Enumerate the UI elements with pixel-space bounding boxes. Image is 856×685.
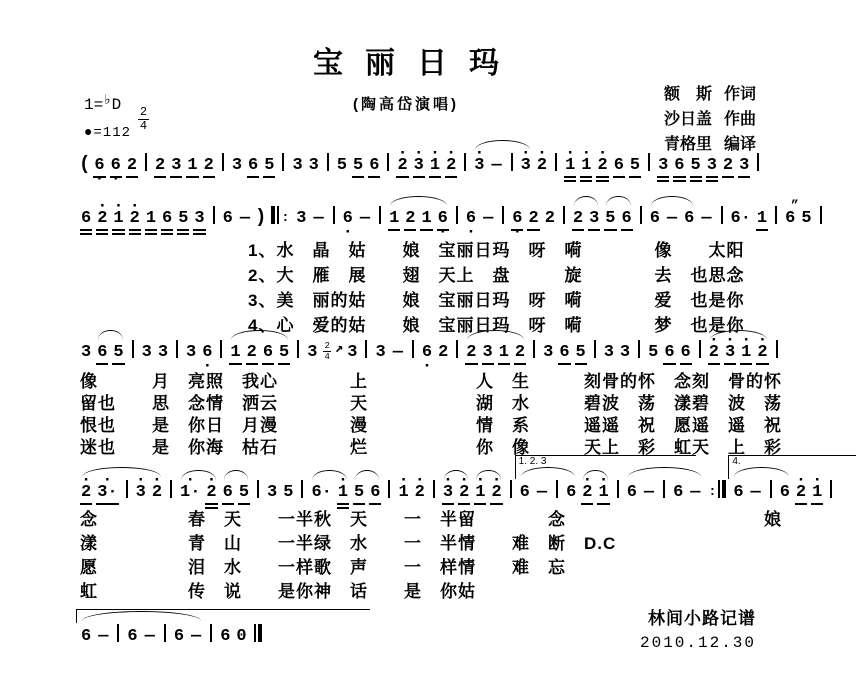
slur-group bbox=[471, 153, 534, 176]
repeat-end bbox=[708, 480, 728, 502]
barline bbox=[333, 206, 335, 224]
note: · 2 bbox=[458, 483, 470, 505]
note: 3 bbox=[603, 343, 614, 362]
credit-row-lyricist bbox=[664, 82, 756, 107]
note: 6 bbox=[613, 156, 625, 178]
note: · 1 bbox=[740, 343, 752, 365]
note: 3 bbox=[141, 343, 152, 362]
note: 3 bbox=[170, 156, 182, 178]
arranger-role: 编译 bbox=[723, 136, 756, 153]
note: · 1 bbox=[811, 483, 823, 505]
barline bbox=[170, 480, 172, 498]
barline bbox=[663, 480, 665, 498]
note: 6 bbox=[558, 343, 570, 365]
slur-group bbox=[730, 480, 793, 503]
barline bbox=[757, 153, 759, 171]
note: 3 bbox=[482, 343, 494, 365]
composer-name: 沙日盖 bbox=[663, 111, 712, 128]
meter-numerator: 2 bbox=[139, 105, 148, 119]
note: 6 · bbox=[93, 156, 105, 178]
slur-group bbox=[94, 343, 126, 365]
note: 2 bbox=[572, 209, 584, 231]
note: 3 bbox=[738, 156, 750, 178]
note: 6 bbox=[368, 156, 380, 178]
barline bbox=[412, 340, 414, 358]
lyrics-verses-block-1 bbox=[248, 238, 744, 338]
footer bbox=[640, 604, 756, 652]
note: 6 bbox=[621, 209, 633, 231]
note: 3 bbox=[375, 343, 386, 362]
slur-group bbox=[602, 209, 634, 231]
volta-label: 1. 2. 3 bbox=[515, 455, 697, 479]
barline bbox=[222, 153, 224, 171]
barline bbox=[176, 340, 178, 358]
slur-group bbox=[440, 483, 472, 505]
repeat-dots: : bbox=[281, 210, 290, 225]
note: 2 bbox=[246, 343, 258, 365]
barline bbox=[775, 206, 777, 224]
note: · 3 bbox=[413, 156, 425, 178]
note: 6 bbox=[684, 209, 695, 228]
duration-dash: — bbox=[359, 209, 371, 228]
barline bbox=[220, 340, 222, 358]
note: 1 bbox=[420, 209, 432, 231]
note: 6 bbox=[566, 483, 577, 502]
note: 6· bbox=[311, 483, 332, 502]
note: · 2 bbox=[205, 483, 217, 509]
barline bbox=[164, 624, 166, 642]
credit-row-composer bbox=[664, 107, 756, 132]
barline bbox=[365, 340, 367, 358]
note: 6 bbox=[262, 343, 274, 365]
note: 6 bbox=[80, 209, 92, 235]
note: 6 · bbox=[342, 209, 354, 229]
duration-dash: — bbox=[666, 209, 678, 228]
slur-group bbox=[706, 343, 771, 365]
note: 5 bbox=[801, 209, 812, 228]
note: 5 bbox=[283, 483, 294, 502]
note: 6 bbox=[779, 483, 790, 502]
note: · 1 bbox=[597, 483, 609, 505]
note: 5 bbox=[177, 209, 189, 235]
barline bbox=[594, 340, 596, 358]
lyricist-name: 额 斯 bbox=[663, 86, 712, 103]
duration-dash: — bbox=[750, 483, 761, 502]
bar bbox=[271, 206, 275, 224]
note: 2 bbox=[544, 209, 555, 228]
note: · 2 bbox=[96, 209, 108, 235]
note: 2 bbox=[126, 156, 138, 178]
slur-group bbox=[579, 483, 611, 505]
note: 3 bbox=[193, 209, 205, 235]
barline bbox=[533, 340, 535, 358]
note: · 1 bbox=[564, 156, 576, 182]
duration-dash: — bbox=[491, 156, 502, 175]
note: · 2 bbox=[596, 156, 608, 182]
note: 6 bbox=[222, 209, 233, 228]
note: 1 bbox=[756, 209, 768, 231]
key-tonic: D bbox=[111, 96, 122, 114]
lyrics-row: 2、大 雁 展 翅 天上 盘 旋 去 也思念 bbox=[248, 266, 745, 285]
duration-dash: — bbox=[536, 483, 548, 502]
note: 5 bbox=[575, 343, 587, 365]
lyrics-row: 4、心 爱的姑 娘 宝丽日玛 呀 嗬 梦 也是你 bbox=[248, 316, 745, 335]
key-prefix: 1= bbox=[84, 96, 104, 114]
note: · 3· bbox=[96, 483, 118, 505]
meter-denominator: 4 bbox=[139, 119, 148, 134]
note: 1 bbox=[186, 156, 198, 178]
barline bbox=[464, 153, 466, 171]
note: 3 bbox=[543, 343, 554, 362]
transcription-date: 2010.12.30 bbox=[639, 634, 756, 652]
note: 6 · bbox=[421, 343, 433, 363]
duration-dash: — bbox=[392, 343, 403, 362]
note: 2 bbox=[722, 156, 734, 178]
slur-group bbox=[177, 483, 220, 509]
note: 5 bbox=[353, 483, 365, 505]
note: · 3 bbox=[442, 483, 454, 505]
barline bbox=[555, 153, 557, 171]
slur-group bbox=[351, 483, 383, 505]
note: 0 bbox=[236, 627, 247, 646]
note: 3 bbox=[292, 156, 303, 175]
duration-dash: — bbox=[690, 483, 701, 502]
note: · 2 bbox=[129, 209, 141, 235]
repeat-dots: : bbox=[708, 484, 717, 499]
note: 6 bbox=[519, 483, 530, 502]
barline bbox=[132, 340, 134, 358]
bar bbox=[277, 206, 279, 224]
note: · 1 bbox=[397, 483, 409, 503]
note: · 3 bbox=[473, 156, 485, 176]
note: · 3 bbox=[520, 156, 532, 176]
note: 2 bbox=[404, 209, 416, 231]
note: 3 bbox=[186, 343, 197, 362]
note: 2 bbox=[203, 156, 215, 178]
repeat-begin bbox=[270, 206, 290, 228]
meter-change bbox=[323, 341, 330, 363]
note: 3 bbox=[81, 343, 92, 362]
note: · 2 bbox=[795, 483, 807, 505]
barline bbox=[556, 480, 558, 498]
note: 5 bbox=[263, 156, 275, 178]
performer-subtitle: (陶高岱演唱) bbox=[353, 96, 459, 113]
note: 1 bbox=[145, 209, 157, 235]
note: 6 bbox=[663, 343, 675, 365]
barline bbox=[502, 206, 504, 224]
music-line-1 bbox=[78, 153, 764, 182]
composer-role: 作曲 bbox=[723, 111, 756, 128]
note: 6 bbox=[673, 483, 684, 502]
note: 1 bbox=[229, 343, 241, 365]
note: ” 6 bbox=[784, 209, 796, 229]
note: 1 bbox=[388, 209, 400, 231]
barline bbox=[510, 480, 512, 498]
lyrics-row: 愿 泪 水 一样歌 声 一 样情 难 忘 bbox=[80, 558, 566, 577]
note: 2 bbox=[514, 343, 526, 365]
slur-group bbox=[647, 209, 698, 229]
note: 6 bbox=[680, 343, 692, 365]
note: 3 bbox=[588, 209, 600, 231]
note: 3 bbox=[657, 156, 669, 182]
note: 2 bbox=[438, 343, 449, 362]
note: 3 bbox=[347, 343, 358, 362]
barline bbox=[145, 153, 147, 171]
barline bbox=[257, 480, 259, 498]
note: 5 bbox=[629, 156, 641, 178]
arranger-name: 青格里 bbox=[663, 136, 712, 153]
credits bbox=[664, 82, 756, 157]
barline bbox=[388, 480, 390, 498]
note: · 1· bbox=[179, 483, 201, 503]
note: 5 bbox=[278, 343, 290, 365]
slur-group bbox=[220, 483, 252, 505]
note: 5 bbox=[648, 343, 659, 362]
note: 2 bbox=[527, 209, 539, 231]
lyrics-row: 恨也 是 你日 月漫 漫 情 系 遥遥 祝 愿遥 遥 祝 bbox=[80, 416, 782, 435]
barline bbox=[721, 206, 723, 224]
bar bbox=[254, 624, 256, 642]
note: 5 bbox=[604, 209, 616, 231]
music-line-5 bbox=[78, 624, 266, 647]
note: · 1 bbox=[112, 209, 124, 235]
note: · 3 bbox=[135, 483, 147, 503]
note: 6 · bbox=[465, 209, 477, 229]
barline bbox=[117, 624, 119, 642]
barline bbox=[638, 340, 640, 358]
barline bbox=[379, 206, 381, 224]
slur-group bbox=[624, 480, 705, 503]
note: 2 bbox=[154, 156, 166, 178]
note: 6 bbox=[733, 483, 744, 502]
note: · 2 bbox=[396, 156, 408, 178]
tempo-marking: ●=112 bbox=[84, 125, 132, 141]
paren: ) bbox=[255, 206, 267, 228]
barline bbox=[830, 480, 832, 498]
meter-change-bottom: 4 bbox=[324, 352, 330, 363]
note: 5 bbox=[690, 156, 702, 182]
bar bbox=[258, 624, 262, 642]
slur-group bbox=[78, 624, 205, 647]
lyrics-row: 像 月 亮照 我心 上 人 生 刻骨的怀 念刻 骨的怀 bbox=[80, 372, 782, 391]
barline bbox=[563, 206, 565, 224]
note: 3 bbox=[706, 156, 718, 182]
volta-label: 4. bbox=[728, 455, 855, 479]
lyrics-row: 迷也 是 你海 枯石 烂 你 像 天上 彩 虹天 上 彩 bbox=[80, 438, 782, 457]
slur-group bbox=[517, 480, 580, 503]
note: 5 bbox=[238, 483, 250, 505]
duration-dash: — bbox=[144, 627, 155, 646]
note: 6 bbox=[222, 483, 234, 505]
glissando-arrow: ↗ bbox=[334, 341, 344, 357]
note: 5 bbox=[336, 156, 348, 175]
note: 6 · bbox=[201, 343, 213, 363]
note: 6 bbox=[220, 627, 231, 646]
barline bbox=[387, 153, 389, 171]
lyricist-role: 作词 bbox=[723, 86, 756, 103]
duration-dash: — bbox=[643, 483, 655, 502]
slur-group bbox=[570, 209, 602, 231]
barline bbox=[433, 480, 435, 498]
music-line-3 bbox=[78, 340, 783, 365]
note: 5 bbox=[112, 343, 124, 365]
barline bbox=[282, 153, 284, 171]
paren: ( bbox=[79, 153, 91, 175]
note: 6 bbox=[127, 627, 138, 646]
barline bbox=[776, 340, 778, 358]
lyrics-row: 漾 青 山 一半绿 水 一 半情 难 断 D.C bbox=[80, 534, 617, 553]
barline bbox=[327, 153, 329, 171]
lyrics-verses-block-3 bbox=[80, 508, 782, 604]
note: · 2 bbox=[151, 483, 163, 503]
note: · 2 bbox=[80, 483, 92, 505]
barline bbox=[213, 206, 215, 224]
note: · 2 bbox=[581, 483, 593, 505]
barline bbox=[770, 480, 772, 498]
barline bbox=[511, 153, 513, 171]
note: 6 bbox=[673, 156, 685, 182]
music-line-2 bbox=[78, 206, 827, 235]
note: 3 bbox=[619, 343, 631, 362]
lyrics-verses-block-2 bbox=[80, 371, 782, 459]
barline bbox=[297, 340, 299, 358]
note: · 3 bbox=[724, 343, 736, 365]
note: · 1 bbox=[474, 483, 486, 505]
duration-dash: — bbox=[701, 209, 712, 228]
note: · 2 bbox=[445, 156, 457, 178]
note: 6 bbox=[247, 156, 259, 178]
duration-dash: — bbox=[98, 627, 109, 646]
note: 6 bbox=[369, 483, 381, 505]
note: 6· bbox=[730, 209, 751, 228]
music-line-4 bbox=[78, 456, 837, 509]
lyrics-row: 念 春 天 一半秋 天 一 半留 念 娘 bbox=[80, 510, 782, 529]
note: 3 bbox=[296, 209, 307, 228]
duration-dash: — bbox=[239, 209, 251, 228]
bar bbox=[722, 480, 726, 498]
slur-group bbox=[463, 343, 528, 365]
barline bbox=[456, 340, 458, 358]
barline bbox=[126, 480, 128, 498]
barline bbox=[699, 340, 701, 358]
note: 6 · bbox=[110, 156, 122, 178]
note: 6 bbox=[161, 209, 173, 235]
slur-group bbox=[78, 480, 165, 505]
note: 3 bbox=[308, 156, 319, 175]
note: · 2 bbox=[414, 483, 426, 503]
note: · 2 bbox=[708, 343, 720, 365]
barline bbox=[301, 480, 303, 498]
duration-dash: — bbox=[191, 627, 202, 646]
song-title: 宝丽日玛 bbox=[313, 47, 521, 80]
note: 3 bbox=[307, 343, 318, 362]
note: 6 bbox=[96, 343, 108, 365]
duration-dash: — bbox=[483, 209, 494, 228]
note: 6 bbox=[173, 627, 185, 646]
note: 6 · bbox=[511, 209, 523, 231]
note: · 2 bbox=[490, 483, 502, 505]
slur-group bbox=[308, 483, 351, 509]
lyrics-row: 留也 思 念情 洒云 天 湖 水 碧波 荡 漾碧 波 荡 bbox=[80, 394, 782, 413]
note: 3 bbox=[267, 483, 278, 502]
note: 6 bbox=[626, 483, 637, 502]
note: 6 · bbox=[437, 209, 449, 231]
duration-dash: — bbox=[313, 209, 324, 228]
slur-group bbox=[227, 343, 292, 365]
slur-group bbox=[472, 483, 504, 505]
note: 3 bbox=[157, 343, 169, 362]
note: · 2 bbox=[756, 343, 768, 365]
bar bbox=[718, 480, 720, 498]
meter-change-top: 2 bbox=[324, 341, 330, 351]
barline bbox=[210, 624, 212, 642]
flat-sign: ♭ bbox=[103, 93, 112, 109]
note: 6 bbox=[649, 209, 660, 228]
note: · 2 bbox=[536, 156, 548, 176]
note: · 1 bbox=[429, 156, 441, 178]
lyrics-row: 1、水 晶 姑 娘 宝丽日玛 呀 嗬 像 太阳 bbox=[248, 241, 745, 260]
note: 6 bbox=[81, 627, 92, 646]
barline bbox=[640, 206, 642, 224]
lyrics-row: 虹 传 说 是你神 话 是 你姑 bbox=[80, 582, 476, 601]
note: 5 bbox=[352, 156, 364, 178]
final-barline bbox=[253, 624, 263, 646]
note: · 1 bbox=[337, 483, 349, 509]
barline bbox=[648, 153, 650, 171]
note: 1 bbox=[498, 343, 510, 365]
barline bbox=[617, 480, 619, 498]
lyrics-row: 3、美 丽的姑 娘 宝丽日玛 呀 嗬 爱 也是你 bbox=[248, 291, 745, 310]
note: · 1 bbox=[580, 156, 592, 182]
barline bbox=[456, 206, 458, 224]
note: 2 bbox=[465, 343, 477, 365]
transcriber: 林间小路记谱 bbox=[648, 609, 756, 628]
slur-group bbox=[386, 209, 451, 231]
barline bbox=[820, 206, 822, 224]
note: 3 bbox=[231, 156, 243, 175]
